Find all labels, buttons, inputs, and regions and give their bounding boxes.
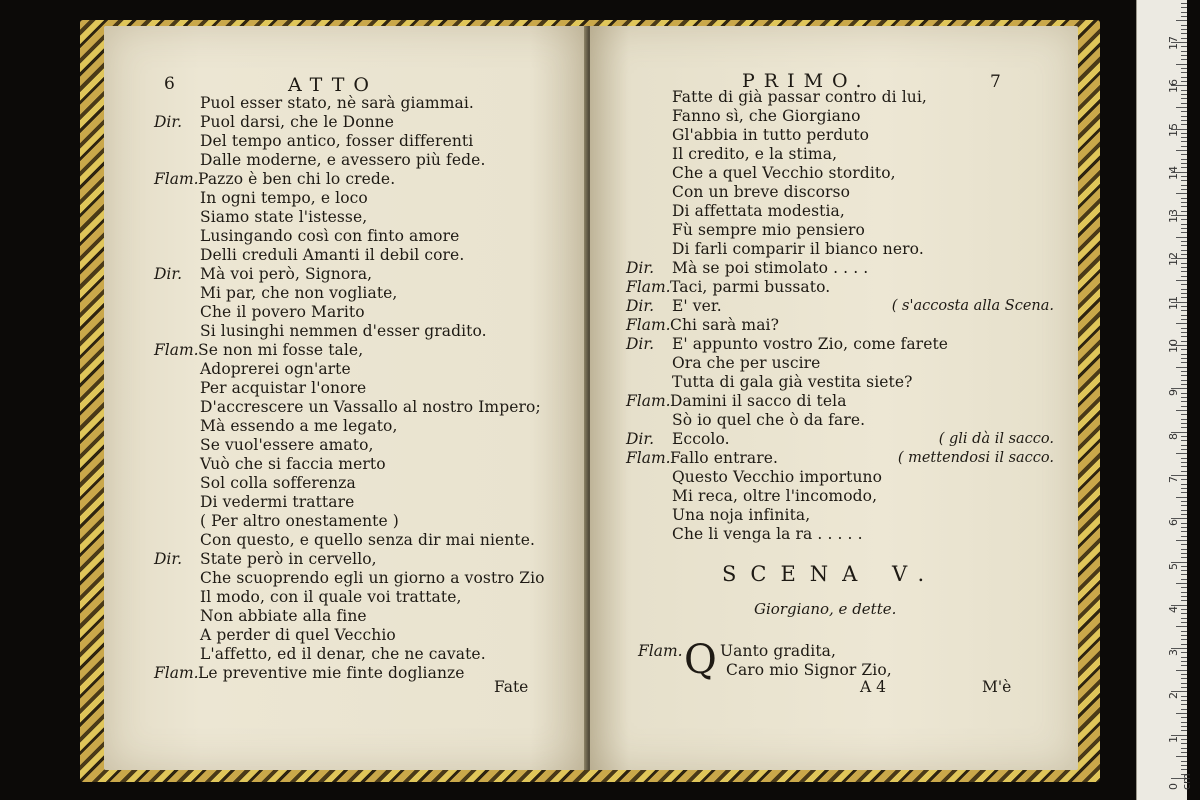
verse-line: Mi par, che non vogliate,: [200, 284, 398, 302]
ruler-tick: [1181, 665, 1187, 666]
verse-line: Mà se poi stimolato . . . .: [672, 259, 869, 277]
ruler-number: 5: [1167, 562, 1180, 570]
ruler-tick: [1181, 492, 1187, 493]
catchword-right: M'è: [982, 678, 1012, 696]
ruler-tick: [1181, 103, 1187, 104]
ruler-tick: [1181, 111, 1187, 112]
speaker-label: Flam.: [626, 449, 671, 467]
ruler-tick: [1181, 202, 1187, 203]
ruler-tick: [1181, 462, 1187, 463]
ruler-tick: [1176, 756, 1187, 757]
ruler-tick: [1181, 414, 1187, 415]
ruler-tick: [1181, 397, 1187, 398]
ruler-tick: [1181, 401, 1187, 402]
ruler-tick: [1181, 94, 1187, 95]
ruler-tick: [1181, 384, 1187, 385]
ruler-number: 3: [1167, 649, 1180, 657]
ruler-number: 9: [1167, 389, 1180, 397]
ruler-number: 10: [1167, 339, 1180, 353]
ruler-number: 15: [1167, 122, 1180, 137]
verse-line: Mà voi però, Signora,: [200, 265, 373, 283]
ruler-tick: [1181, 163, 1187, 164]
verse-line: Fallo entrare.: [670, 449, 779, 467]
verse-line: Puol darsi, che le Donne: [200, 113, 395, 131]
ruler-tick: [1181, 289, 1187, 290]
ruler-tick: [1181, 501, 1187, 502]
scene-heading: SCENA V.: [722, 562, 939, 586]
stage-direction: ( gli dà il sacco.: [938, 431, 1054, 447]
ruler-tick: [1176, 237, 1187, 238]
signature-mark: A 4: [860, 678, 886, 696]
ruler-tick: [1181, 362, 1187, 363]
ruler-tick: [1176, 367, 1187, 368]
ruler-tick: [1176, 540, 1187, 541]
ruler-tick: [1181, 349, 1187, 350]
ruler-tick: [1176, 323, 1187, 324]
verse-line: Se vuol'essere amato,: [200, 436, 374, 454]
ruler-tick: [1176, 64, 1187, 65]
ruler-tick: [1181, 661, 1187, 662]
page-number-right: 7: [990, 72, 1001, 92]
ruler-number: 16: [1167, 79, 1180, 94]
ruler-tick: [1181, 449, 1187, 450]
ruler-tick: [1181, 618, 1187, 619]
left-page: [104, 26, 588, 770]
ruler-tick: [1181, 739, 1187, 740]
ruler-number: 1: [1167, 735, 1180, 743]
ruler-tick: [1181, 683, 1187, 684]
ruler-tick: [1181, 587, 1187, 588]
ruler-tick: [1181, 12, 1187, 13]
speaker-label: Flam.: [626, 392, 671, 410]
ruler-tick: [1181, 510, 1187, 511]
ruler-tick: [1181, 224, 1187, 225]
verse-line: Vuò che si faccia merto: [200, 455, 386, 473]
ruler-tick: [1181, 341, 1187, 342]
ruler-tick: [1181, 722, 1187, 723]
verse-line: Del tempo antico, fosser differenti: [200, 132, 474, 150]
verse-line: D'accrescere un Vassallo al nostro Impero;: [200, 398, 541, 416]
verse-line: Questo Vecchio importuno: [672, 468, 883, 486]
ruler-tick: [1181, 206, 1187, 207]
ruler-tick: [1181, 440, 1187, 441]
ruler-tick: [1181, 124, 1187, 125]
verse-line: L'affetto, ed il denar, che ne cavate.: [200, 645, 486, 663]
verse-line: E' ver.: [672, 297, 722, 315]
verse-line: Siamo state l'istesse,: [200, 208, 368, 226]
verse-line: Sò io quel che ò da fare.: [672, 411, 866, 429]
verse-line: A perder di quel Vecchio: [200, 626, 396, 644]
measuring-ruler: [1136, 0, 1193, 800]
verse-line: Che scuoprendo egli un giorno a vostro Zio: [200, 569, 545, 587]
ruler-tick: [1181, 609, 1187, 610]
ruler-tick: [1181, 553, 1187, 554]
ruler-tick: [1181, 471, 1187, 472]
ruler-tick: [1181, 254, 1187, 255]
ruler-number: 7: [1167, 475, 1180, 483]
ruler-tick: [1181, 752, 1187, 753]
ruler-tick: [1181, 748, 1187, 749]
ruler-tick: [1181, 46, 1187, 47]
ruler-tick: [1181, 284, 1187, 285]
ruler-tick: [1181, 59, 1187, 60]
ruler-tick: [1181, 198, 1187, 199]
ruler-tick: [1176, 20, 1187, 21]
ruler-tick: [1181, 90, 1187, 91]
ruler-tick: [1181, 310, 1187, 311]
ruler-number: 6: [1167, 519, 1180, 527]
ruler-tick: [1181, 328, 1187, 329]
verse-line: State però in cervello,: [200, 550, 377, 568]
speaker-label: Flam.: [154, 664, 199, 682]
ruler-tick: [1181, 232, 1187, 233]
ruler-tick: [1181, 613, 1187, 614]
ruler-tick: [1181, 635, 1187, 636]
ruler-tick: [1176, 410, 1187, 411]
ruler-number: 17: [1167, 35, 1180, 50]
ruler-number: 12: [1167, 252, 1180, 267]
stage-direction: ( s'accosta alla Scena.: [891, 298, 1054, 314]
ruler-tick: [1181, 7, 1187, 8]
ruler-tick: [1181, 245, 1187, 246]
ruler-tick: [1181, 566, 1187, 567]
ruler-tick: [1181, 293, 1187, 294]
ruler-tick: [1181, 527, 1187, 528]
ruler-tick: [1181, 393, 1187, 394]
stage-direction: ( mettendosi il sacco.: [897, 450, 1054, 466]
speaker-label: Dir.: [154, 265, 183, 283]
ruler-tick: [1181, 652, 1187, 653]
ruler-tick: [1181, 358, 1187, 359]
verse-line: Damini il sacco di tela: [670, 392, 847, 410]
verse-line: Fatte di già passar contro di lui,: [672, 88, 927, 106]
verse-line: Se non mi fosse tale,: [198, 341, 364, 359]
verse-line: Che a quel Vecchio stordito,: [672, 164, 896, 182]
ruler-tick: [1181, 263, 1187, 264]
ruler-tick: [1181, 484, 1187, 485]
verse-line: Per acquistar l'onore: [200, 379, 367, 397]
ruler-tick: [1181, 730, 1187, 731]
speaker-label: Dir.: [626, 297, 655, 315]
ruler-tick: [1181, 726, 1187, 727]
ruler-tick: [1181, 743, 1187, 744]
ruler-tick: [1181, 549, 1187, 550]
verse-line: Fù sempre mio pensiero: [672, 221, 865, 239]
verse-line: Puol esser stato, nè sarà giammai.: [200, 94, 474, 112]
verse-line: Si lusinghi nemmen d'esser gradito.: [200, 322, 487, 340]
ruler-number: 0 cm: [1167, 773, 1193, 790]
scene-characters: Giorgiano, e dette.: [754, 600, 897, 618]
ruler-tick: [1181, 98, 1187, 99]
ruler-tick: [1181, 68, 1187, 69]
ruler-tick: [1181, 354, 1187, 355]
ruler-tick: [1181, 228, 1187, 229]
ruler-tick: [1181, 306, 1187, 307]
verse-line: Caro mio Signor Zio,: [726, 661, 892, 679]
ruler-tick: [1181, 133, 1187, 134]
ruler-tick: [1181, 717, 1187, 718]
ruler-tick: [1181, 33, 1187, 34]
ruler-number: 13: [1167, 209, 1180, 224]
ruler-tick: [1181, 141, 1187, 142]
ruler-tick: [1181, 445, 1187, 446]
ruler-tick: [1181, 77, 1187, 78]
verse-line: Pazzo è ben chi lo crede.: [198, 170, 396, 188]
verse-line: Di vedermi trattare: [200, 493, 355, 511]
running-head-right: PRIMO.: [742, 70, 871, 92]
ruler-tick: [1181, 25, 1187, 26]
verse-line: Che il povero Marito: [200, 303, 365, 321]
speaker-label: Flam.: [154, 170, 199, 188]
speaker-label: Dir.: [154, 113, 183, 131]
ruler-number: 14: [1167, 165, 1180, 180]
ruler-tick: [1176, 107, 1187, 108]
ruler-tick: [1181, 51, 1187, 52]
ruler-tick: [1176, 193, 1187, 194]
ruler-tick: [1181, 167, 1187, 168]
ruler-tick: [1181, 570, 1187, 571]
verse-line: Sol colla sofferenza: [200, 474, 356, 492]
ruler-tick: [1181, 536, 1187, 537]
ruler-tick: [1181, 375, 1187, 376]
ruler-tick: [1181, 700, 1187, 701]
ruler-tick: [1181, 622, 1187, 623]
verse-line: Taci, parmi bussato.: [670, 278, 831, 296]
ruler-tick: [1181, 505, 1187, 506]
ruler-tick: [1181, 579, 1187, 580]
ruler-tick: [1181, 639, 1187, 640]
verse-line: Il modo, con il quale voi trattate,: [200, 588, 462, 606]
verse-line: Tutta di gala già vestita siete?: [672, 373, 913, 391]
ruler-tick: [1181, 704, 1187, 705]
ruler-tick: [1181, 116, 1187, 117]
ruler-tick: [1181, 336, 1187, 337]
ruler-tick: [1181, 211, 1187, 212]
ruler-tick: [1181, 631, 1187, 632]
speaker-label: Flam.: [626, 316, 671, 334]
ruler-tick: [1181, 297, 1187, 298]
verse-line: Il credito, e la stima,: [672, 145, 838, 163]
ruler-tick: [1181, 137, 1187, 138]
ruler-tick: [1181, 159, 1187, 160]
ruler-tick: [1181, 29, 1187, 30]
ruler-tick: [1181, 678, 1187, 679]
ruler-tick: [1181, 419, 1187, 420]
ruler-tick: [1176, 583, 1187, 584]
running-head-left: ATTO: [288, 74, 378, 96]
ruler-tick: [1176, 626, 1187, 627]
ruler-tick: [1181, 523, 1187, 524]
ruler-tick: [1181, 514, 1187, 515]
page-number-left: 6: [164, 74, 175, 94]
ruler-tick: [1181, 319, 1187, 320]
verse-line: Che li venga la ra . . . . .: [672, 525, 863, 543]
verse-line: Fanno sì, che Giorgiano: [672, 107, 861, 125]
speaker-label: Dir.: [626, 259, 655, 277]
ruler-tick: [1181, 72, 1187, 73]
verse-line: Lusingando così con finto amore: [200, 227, 460, 245]
ruler-tick: [1181, 644, 1187, 645]
ruler-tick: [1181, 458, 1187, 459]
ruler-tick: [1181, 180, 1187, 181]
ruler-tick: [1181, 709, 1187, 710]
ruler-tick: [1181, 189, 1187, 190]
ruler-tick: [1181, 315, 1187, 316]
ruler-tick: [1181, 219, 1187, 220]
ruler-tick: [1181, 250, 1187, 251]
verse-line: Chi sarà mai?: [670, 316, 780, 334]
ruler-tick: [1181, 436, 1187, 437]
ruler-tick: [1181, 674, 1187, 675]
verse-line: Mà essendo a me legato,: [200, 417, 398, 435]
ruler-tick: [1181, 488, 1187, 489]
speaker-label: Flam.: [638, 642, 683, 660]
verse-line: Una noja infinita,: [672, 506, 811, 524]
verse-line: ( Per altro onestamente ): [200, 512, 399, 530]
verse-line: Con questo, e quello senza dir mai niente.: [200, 531, 536, 549]
ruler-tick: [1181, 55, 1187, 56]
ruler-tick: [1181, 38, 1187, 39]
ruler-tick: [1176, 497, 1187, 498]
ruler-tick: [1181, 146, 1187, 147]
right-page: [590, 26, 1078, 770]
ruler-tick: [1181, 761, 1187, 762]
ruler-tick: [1181, 531, 1187, 532]
ruler-tick: [1181, 185, 1187, 186]
ruler-tick: [1181, 687, 1187, 688]
ruler-tick: [1181, 544, 1187, 545]
ruler-tick: [1181, 479, 1187, 480]
speaker-label: Dir.: [154, 550, 183, 568]
ruler-tick: [1181, 267, 1187, 268]
verse-line: Uanto gradita,: [720, 642, 837, 660]
speaker-label: Flam.: [626, 278, 671, 296]
ruler-number: 4: [1167, 605, 1180, 613]
speaker-label: Flam.: [154, 341, 199, 359]
ruler-tick: [1176, 150, 1187, 151]
ruler-tick: [1181, 423, 1187, 424]
verse-line: In ogni tempo, e loco: [200, 189, 368, 207]
ruler-number: 2: [1167, 692, 1180, 700]
ruler-tick: [1181, 657, 1187, 658]
verse-line: Ora che per uscire: [672, 354, 821, 372]
ruler-tick: [1176, 670, 1187, 671]
ruler-tick: [1181, 154, 1187, 155]
ruler-tick: [1181, 3, 1187, 4]
ruler-tick: [1181, 592, 1187, 593]
catchword-left: Fate: [494, 678, 529, 696]
verse-line: Dalle moderne, e avessero più fede.: [200, 151, 486, 169]
verse-line: Gl'abbia in tutto perduto: [672, 126, 870, 144]
verse-line: Mi reca, oltre l'incomodo,: [672, 487, 878, 505]
speaker-label: Dir.: [626, 430, 655, 448]
verse-line: Adoprerei ogn'arte: [200, 360, 351, 378]
ruler-tick: [1181, 600, 1187, 601]
ruler-tick: [1181, 696, 1187, 697]
ruler-tick: [1181, 557, 1187, 558]
ruler-tick: [1181, 574, 1187, 575]
ruler-tick: [1181, 16, 1187, 17]
verse-line: E' appunto vostro Zio, come farete: [672, 335, 949, 353]
ruler-number: 11: [1167, 295, 1180, 310]
ruler-tick: [1176, 713, 1187, 714]
verse-line: Le preventive mie finte doglianze: [198, 664, 465, 682]
ruler-tick: [1181, 241, 1187, 242]
ruler-tick: [1181, 271, 1187, 272]
verse-line: Non abbiate alla fine: [200, 607, 367, 625]
ruler-tick: [1181, 765, 1187, 766]
drop-cap: Q: [684, 637, 717, 683]
verse-line: Delli creduli Amanti il debil core.: [200, 246, 465, 264]
ruler-tick: [1181, 406, 1187, 407]
ruler-tick: [1181, 371, 1187, 372]
verse-line: Di affettata modestia,: [672, 202, 845, 220]
verse-line: Con un breve discorso: [672, 183, 850, 201]
verse-line: Di farli comparir il bianco nero.: [672, 240, 924, 258]
ruler-tick: [1181, 380, 1187, 381]
ruler-tick: [1181, 332, 1187, 333]
ruler-tick: [1181, 120, 1187, 121]
verse-line: Eccolo.: [672, 430, 730, 448]
ruler-number: 8: [1167, 432, 1180, 440]
ruler-tick: [1181, 176, 1187, 177]
ruler-tick: [1181, 81, 1187, 82]
ruler-tick: [1181, 427, 1187, 428]
ruler-tick: [1181, 466, 1187, 467]
ruler-tick: [1181, 276, 1187, 277]
speaker-label: Dir.: [626, 335, 655, 353]
ruler-tick: [1181, 596, 1187, 597]
ruler-tick: [1176, 280, 1187, 281]
ruler-tick: [1176, 453, 1187, 454]
